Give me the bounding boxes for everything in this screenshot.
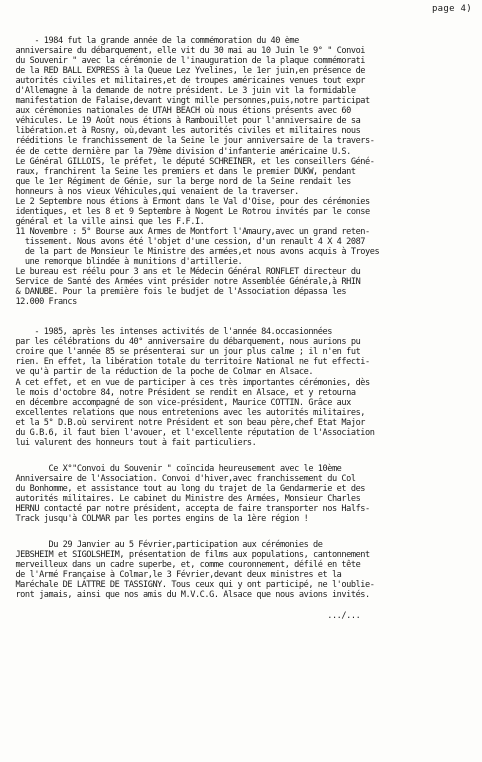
text-line: honneurs à nos vieux Véhicules,qui venaient de la traverser. (6, 186, 299, 197)
text-line: et la 5° D.B.où servirent notre Président et son beau père,chef Etat Major (6, 417, 366, 428)
document-body (6, 36, 476, 621)
text-line: 11 Novembre : 5° Bourse aux Armes de Montfort l'Amaury,avec un grand reten- (6, 226, 370, 237)
paragraph-4 (6, 540, 476, 600)
text-line: général et la ville ainsi que les F.F.I. (6, 216, 205, 227)
text-line: identiques, et les 8 et 9 Septembre à Nogent Le Rotrou invités par le conse (6, 206, 370, 217)
text-line: - 1984 fut la grande année de la commémoration du 40 ème (6, 36, 299, 46)
paragraph-1 (6, 36, 476, 307)
text-line: autorités militaires. Le cabinet du Ministre des Armées, Monsieur Charles (6, 493, 361, 504)
page-number: page 4) (431, 4, 472, 14)
text-line: en décembre accompagné de son vice-président, Maurice COTTIN. Grâce aux (6, 397, 351, 408)
text-line: ront jamais, ainsi que nos amis du M.V.C.G. Alsace que nous avions invités. (6, 590, 370, 601)
text-line: raux, franchirent la Seine les premiers et dans le premier DUKW, pendant (6, 166, 356, 177)
continuation-mark: .../... (6, 611, 361, 622)
text-line: Du 29 Janvier au 5 Février,participation aux cérémonies de (6, 540, 323, 551)
text-line: anniversaire du débarquement, elle vit du 30 mai au 10 Juin le 9° " Convoi (6, 46, 366, 57)
text-line: le mois d'octobre 84, notre Président se rendit en Alsace, et y retourna (6, 387, 356, 398)
text-line: Track jusqu'à COLMAR par les portes engins de la 1ère région ! (6, 514, 309, 525)
text-line: aux cérémonies nationales de UTAH BEACH où nous étions présents avec 60 (6, 106, 351, 117)
text-line: merveilleux dans un cadre superbe, et, comme couronnement, défilé en tête (6, 560, 361, 571)
text-line: 12.000 Francs (6, 297, 77, 308)
text-line: HERNU contacté par notre président, accepta de faire transporter nos Halfs- (6, 504, 370, 515)
text-line: ée de cette dernière par la 79ème division d'infanterie américaine U.S. (6, 146, 351, 157)
text-line: du Souvenir " avec la cérémonie de l'inauguration de la plaque commémorati (6, 56, 366, 67)
text-line: du Bonhomme, et assistance tout au long du trajet de la Gendarmerie et des (6, 483, 366, 494)
text-line: libération.et à Rosny, où,devant les autorités civiles et militaires nous (6, 126, 361, 137)
text-line: manifestation de Falaise,devant vingt mille personnes,puis,notre participat (6, 96, 370, 107)
text-line: - 1985, après les intenses activités de l'année 84.occasionnées (6, 327, 332, 338)
text-line: Service de Santé des Armées vint présider notre Assemblée Générale,à RHIN (6, 277, 361, 288)
text-line: de la RED BALL EXPRESS à la Queue Lez Yvelines, le 1er juin,en présence de (6, 66, 366, 77)
paragraph-gap (6, 524, 476, 540)
paragraph-gap (6, 448, 476, 464)
text-line: tissement. Nous avons été l'objet d'une cession, d'un renault 4 X 4 2087 (6, 236, 366, 247)
text-line: de l'Armé Française à Colmar,le 3 Février,devant deux ministres et la (6, 570, 342, 581)
paragraph-gap (6, 600, 476, 611)
text-line: une remorque blindée à munitions d'artillerie. (6, 257, 243, 268)
text-line: rééditions le franchissement de la Seine le jour anniversaire de la travers- (6, 136, 375, 147)
text-line: Le bureau est réélu pour 3 ans et le Médecin Général RONFLET directeur du (6, 267, 361, 278)
text-line: que le 1er Régiment de Génie, sur la berge nord de la Seine rendait les (6, 176, 351, 187)
text-line: d'Allemagne à la demande de notre président. Le 3 juin vit la formidable (6, 86, 356, 97)
text-line: Ce X°"Convoi du Souvenir " coïncida heureusement avec le 10ème (6, 463, 342, 474)
text-line: JEBSHEIM et SIGOLSHEIM, présentation de films aux populations, cantonnement (6, 550, 370, 561)
text-line: Maréchale DE LATTRE DE TASSIGNY. Tous ceux qui y ont participé, ne l'oublie- (6, 580, 375, 591)
text-line: lui valurent des honneurs tout à fait particuliers. (6, 437, 257, 448)
text-line: croire que l'année 85 se présenterai sur un jour plus calme ; il n'en fut (6, 347, 361, 358)
text-line: rien. En effet, la libération totale du territoire National ne fut effecti- (6, 357, 370, 368)
text-line: Le Général GILLOIS, le préfet, le député SCHREINER, et les conseillers Géné- (6, 156, 375, 167)
text-line: autorités civiles et militaires,et de troupes américaines venues tout expr (6, 76, 366, 87)
paragraph-3 (6, 464, 476, 524)
text-line: excellentes relations que nous entretenions avec les autorités militaires, (6, 407, 366, 418)
text-line: ve qu'à partir de la réduction de la poche de Colmar en Alsace. (6, 367, 314, 378)
text-line: véhicules. Le 19 Août nous étions à Rambouillet pour l'anniversaire de sa (6, 116, 361, 127)
text-line: du G.B.6, il faut bien l'avouer, et l'excellente réputation de l'Association (6, 427, 375, 438)
paragraph-2 (6, 327, 476, 448)
text-line: de la part de Monsieur le Ministre des armées,et nous avons acquis à Troyes (6, 246, 380, 257)
paragraph-gap (6, 307, 476, 327)
text-line: par les célébrations du 40° anniversaire du débarquement, nous aurions pu (6, 337, 361, 348)
text-line: A cet effet, et en vue de participer à ces très importantes cérémonies, dès (6, 377, 370, 388)
text-line: Anniversaire de l'Association. Convoi d'hiver,avec franchissement du Col (6, 473, 356, 484)
text-line: & DANUBE. Pour la première fois le budjet de l'Association dépassa les (6, 287, 347, 298)
text-line: Le 2 Septembre nous étions à Ermont dans le Val d'Oise, pour des cérémonies (6, 196, 370, 207)
